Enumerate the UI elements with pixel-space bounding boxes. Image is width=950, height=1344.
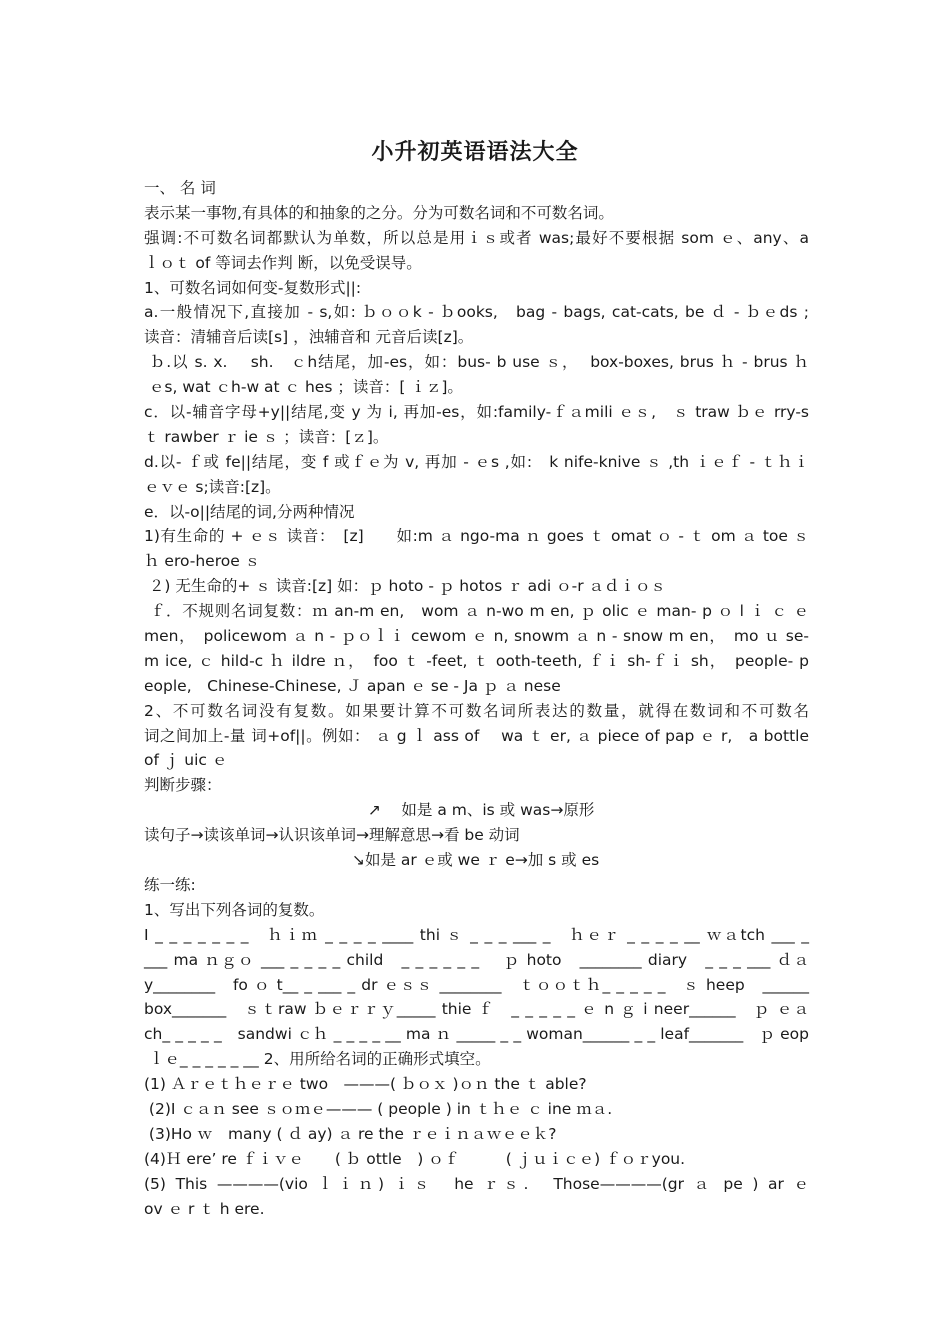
paragraph-line: 练一练: bbox=[144, 875, 196, 894]
exercise-line: (5) This ————(vio ｌｉｎ) ｉｓ he ｒｓ. Those————(gr ａ pe ) ar ｅ bbox=[144, 1174, 809, 1193]
paragraph-line: men， policewom ａ n - ｐｏｌｉ cewom ｅ n, snowm ａ n - snow m en， mo ｕ se- bbox=[144, 627, 809, 646]
paragraph-line: 强调:不可数名词都默认为单数，所以总是用ｉｓ或者 was;最好不要根据 som ｅ、any、a bbox=[144, 228, 809, 247]
document-body bbox=[144, 176, 809, 1221]
paragraph-line: d.以- ｆ或 fe||结尾，变 f 或ｆｅ为 v, 再加 - ｅs ,如: k nife-knive ｓ ,th ｉｅｆ - ｔｈｉ bbox=[144, 452, 809, 471]
exercise-line: ch_ _ _ _ _ sandwi ｃｈ _ _ _ _ __ ma ｎ _____ _ _ woman______ _ _ leaf_______ ｐ eop bbox=[144, 1025, 809, 1044]
paragraph-line: 2、不可数名词没有复数。如果要计算不可数名词所表达的数量，就得在数词和不可数名 bbox=[144, 701, 809, 720]
exercise-line: y________ fo ｏ t__ _ ___ _ dr ｅｓｓ ________ ｔｏｏｔｈ_ _ _ _ _ ｓ heep ______ bbox=[144, 975, 809, 994]
exercise-line: box_______ ｓｔraw ｂｅｒｒｙ_____ thie ｆ _ _ _ _ _ ｅ n ｇ i neer______ ｐ ｅａ bbox=[144, 1000, 809, 1019]
exercise-line: (3)Ho ｗ many ( ｄ ay) ａ re the ｒｅｉｎａｗｅｅｋ? bbox=[144, 1124, 557, 1143]
paragraph-line: ｅｖｅ s;读音:[z]。 bbox=[144, 477, 281, 496]
paragraph-line: 判断步骤： bbox=[144, 776, 222, 795]
paragraph-line: 词之间加上-量 词+of||。例如： ａ g ｌ ass of wa ｔ er, ａ piece of pap ｅ r, a bottle bbox=[144, 726, 809, 745]
exercise-heading: 1、写出下列各词的复数。 bbox=[144, 900, 325, 919]
exercise-line: (2)I ｃａｎ see ｓｏｍｅ——— ( people ) in ｔｈｅ ｃ ine ｍａ. bbox=[144, 1099, 613, 1118]
paragraph-line: ｌｏｔ of 等词去作判 断，以免受误导。 bbox=[144, 253, 422, 272]
flow-main-line: 读句子→读该单词→认识该单词→理解意思→看 be 动词 bbox=[144, 826, 520, 845]
subheading: 1、可数名词如何变-复数形式||: bbox=[144, 278, 362, 297]
paragraph-line: ｆ．不规则名词复数：ｍ an-m en, wom ａ n-wo m en, ｐ olic ｅ man- p ｏ l ｉ ｃ ｅ bbox=[144, 602, 809, 621]
paragraph-line: ２) 无生命的+ ｓ 读音:[z] 如：ｐ hoto - ｐ hotos ｒ adi ｏ-r ａｄｉｏｓ bbox=[144, 577, 667, 596]
page-title: 小升初英语语法大全 bbox=[371, 140, 579, 165]
exercise-line: (1) Ａｒｅｔｈｅｒｅ two ———( ｂｏｘ )ｏｎ the ｔ able? bbox=[144, 1075, 587, 1094]
exercise-line: ｌｅ_ _ _ _ _ __ 2、用所给名词的正确形式填空。 bbox=[144, 1050, 491, 1069]
exercise-line: ___ ma ｎｇｏ ___ _ _ _ _ child _ _ _ _ _ _ ｐ hoto ________ diary _ _ _ ___ ｄａ bbox=[144, 950, 809, 969]
paragraph-line: of ｊ uic ｅ bbox=[144, 751, 228, 770]
paragraph-line: e．以-o||结尾的词,分两种情况 bbox=[144, 502, 355, 521]
flow-branch-upper: ↗ 如是 a m、is 或 was→原形 bbox=[368, 801, 595, 820]
paragraph-line: m ice, ｃ hild-c ｈ ildre ｎ， foo ｔ -feet, ｔ ooth-teeth, ｆｉ sh-ｆｉ sh， people- p bbox=[144, 651, 809, 670]
exercise-line: ov ｅ r ｔ h ere. bbox=[144, 1199, 265, 1218]
flow-branch-lower: ↘如是 ar ｅ或 we ｒ e→加 s 或 es bbox=[352, 851, 600, 870]
exercise-line: I _ _ _ _ _ _ _ ｈｉｍ _ _ _ _ ____ thi ｓ _ _ _ ___ _ ｈｅｒ _ _ _ _ __ ｗａtch ___ _ bbox=[144, 925, 809, 944]
paragraph-line: ｈ ero-heroe ｓ bbox=[144, 552, 261, 571]
section-heading: 一、 名 词 bbox=[144, 179, 216, 197]
paragraph-line: c．以-辅音字母+y||结尾,变 y 为 i, 再加-es，如:family-ｆａmili ｅｓ, ｓ traw ｂｅ rry-s bbox=[144, 403, 809, 422]
paragraph-line: a.一般情况下,直接加 - s,如: ｂｏｏk - ｂooks, bag - bags, cat-cats, be ｄ - ｂｅds ; bbox=[144, 303, 809, 322]
paragraph-line: 表示某一事物,有具体的和抽象的之分。分为可数名词和不可数名词。 bbox=[144, 203, 614, 222]
paragraph-line: 读音：清辅音后读[s] ，浊辅音和 元音后读[z]。 bbox=[144, 328, 474, 347]
paragraph-line: ｅs, wat ｃh-w at ｃ hes ；读音：[ ｉｚ]。 bbox=[144, 378, 463, 397]
paragraph-line: 1)有生命的 + ｅｓ 读音： [z] 如:m ａ ngo-ma ｎ goes ｔ omat ｏ - ｔ om ａ toe ｓ bbox=[144, 527, 809, 546]
paragraph-line: eople, Chinese-Chinese, Ｊ apan ｅ se - Ja ｐ ａ nese bbox=[144, 676, 561, 695]
paragraph-line: ｂ.以 s. x. sh. ｃh结尾，加-es，如：bus- b use ｓ， box-boxes, brus ｈ - brus ｈ bbox=[144, 353, 809, 372]
paragraph-line: ｔ rawber ｒ ie ｓ ；读音：[ｚ]。 bbox=[144, 427, 389, 446]
exercise-line: (4)Ｈ ere’ re ｆｉｖｅ ( ｂ ottle ) ｏｆ ( ｊｕｉｃｅ) ｆｏｒyou. bbox=[144, 1149, 686, 1168]
